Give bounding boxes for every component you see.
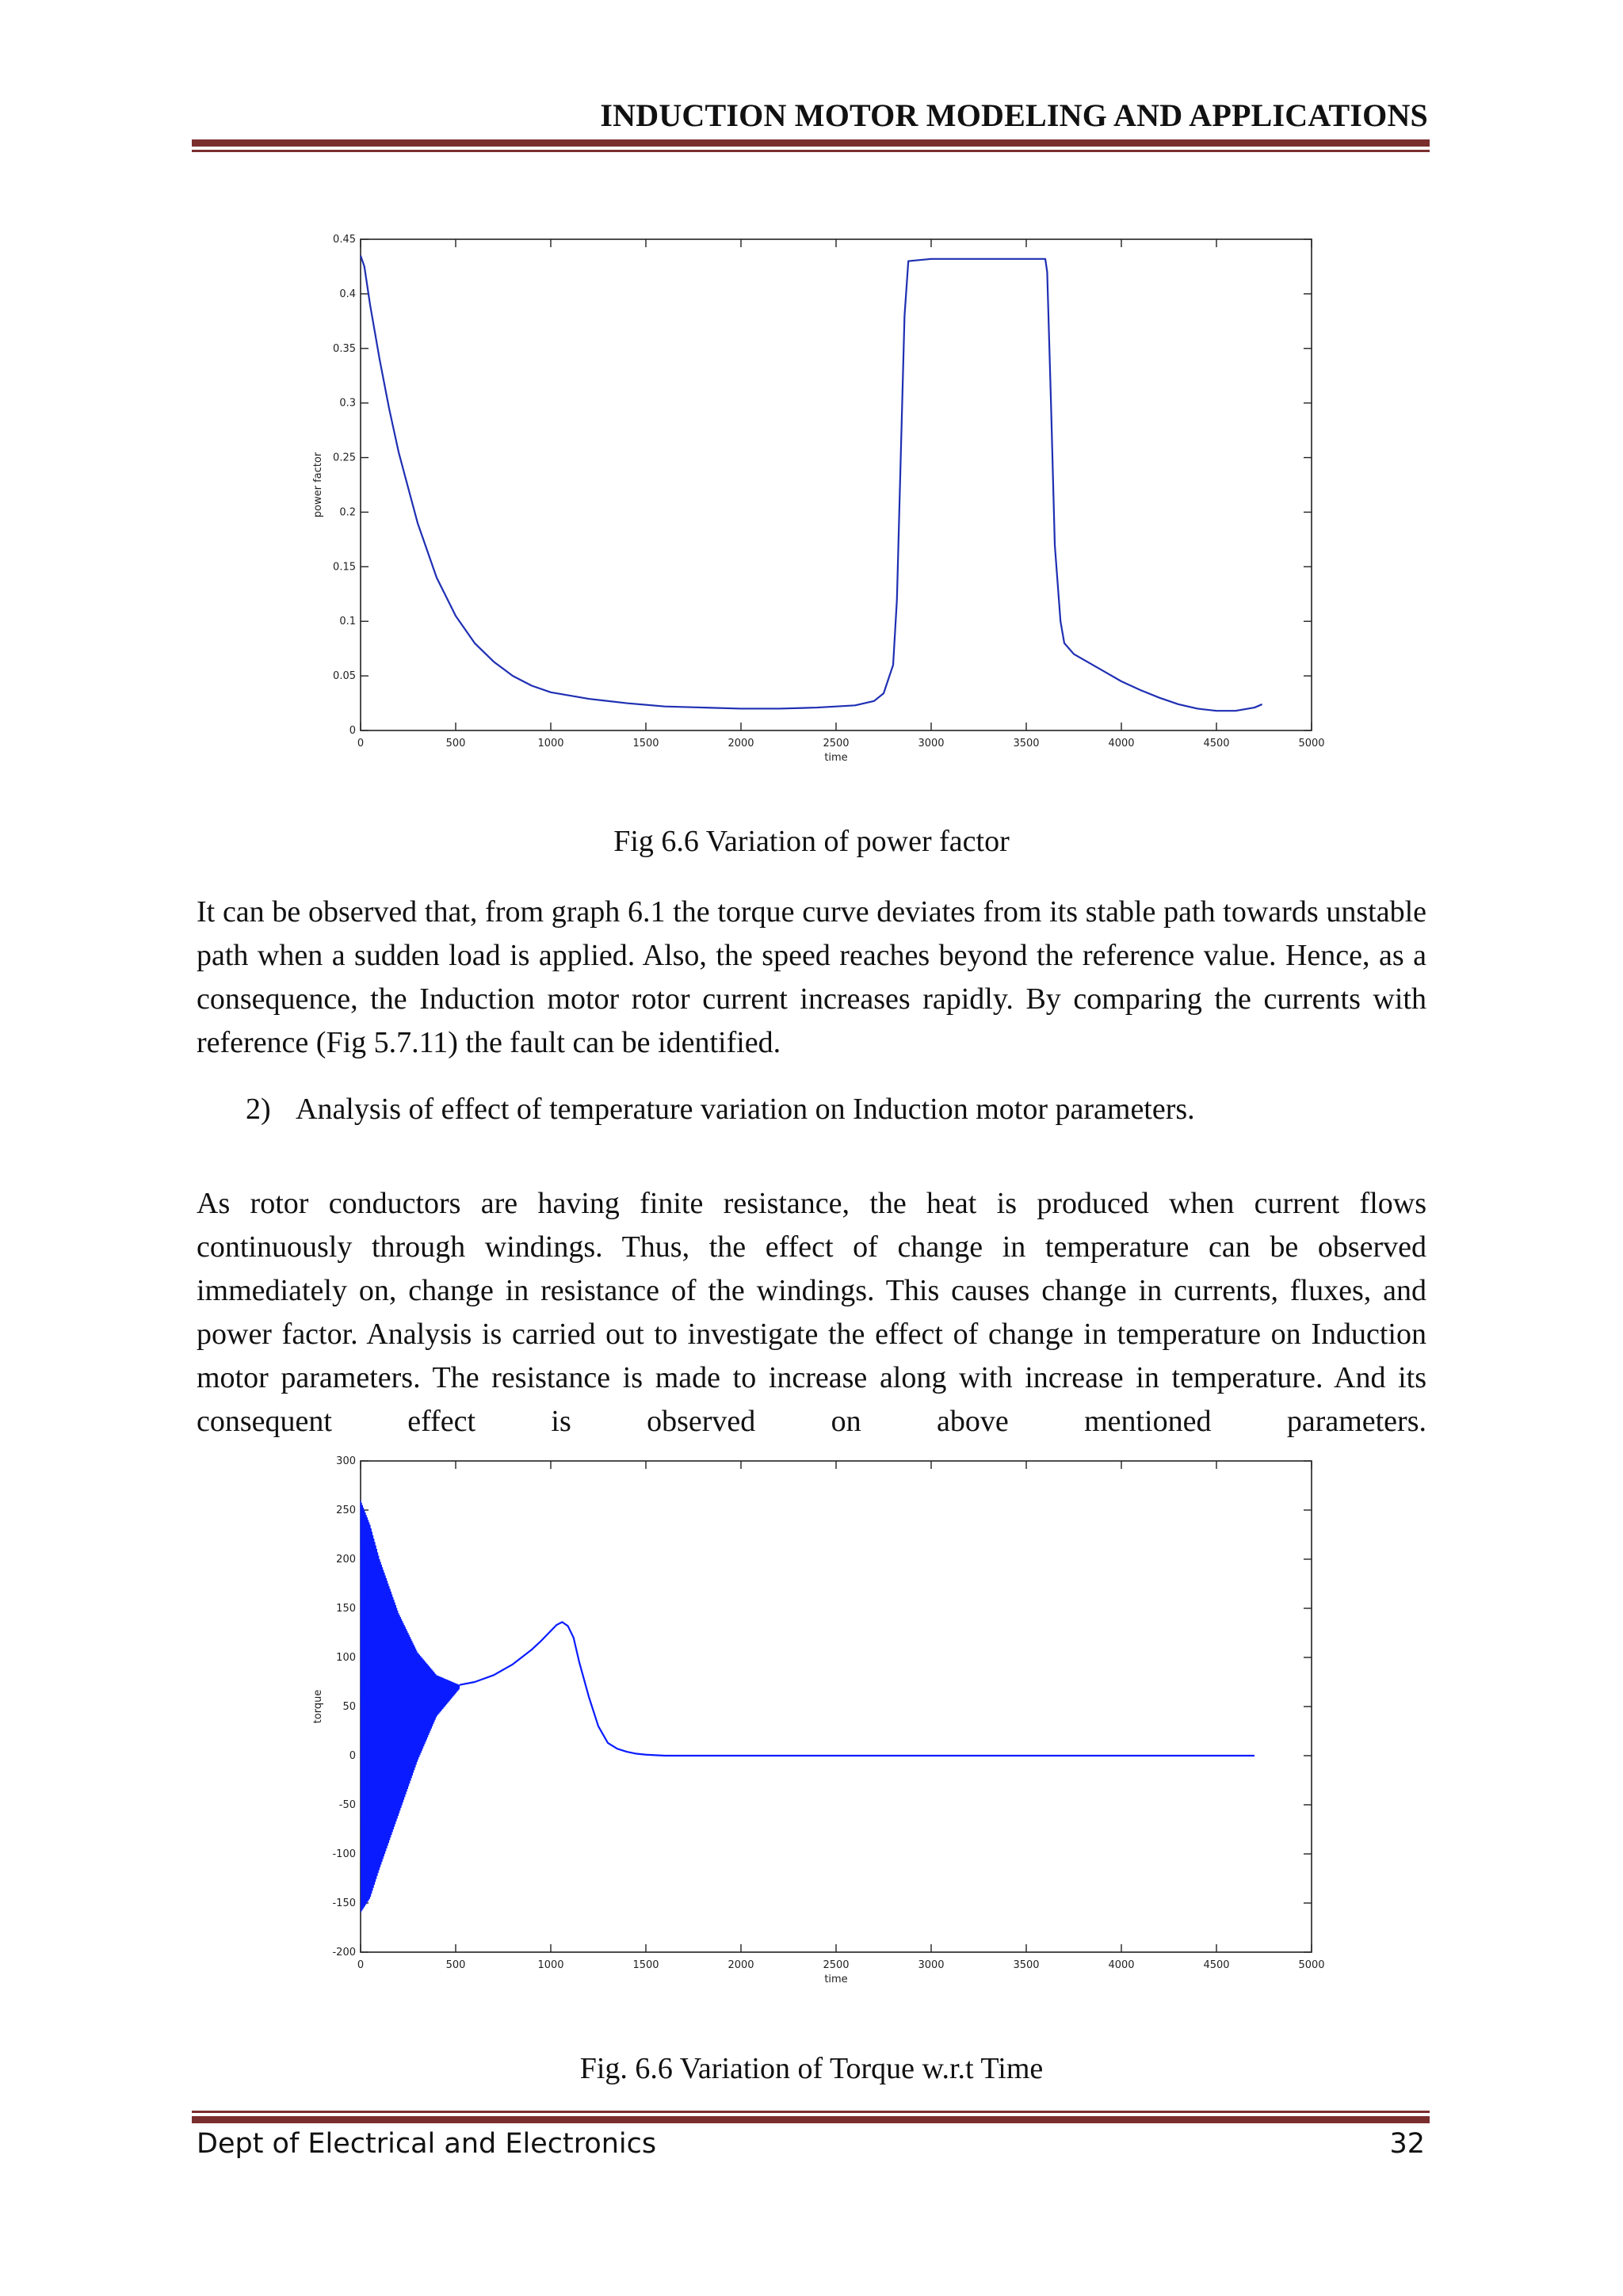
x-tick-label: 3500 bbox=[1013, 1959, 1040, 1971]
x-tick-label: 0 bbox=[357, 738, 365, 749]
series-line bbox=[460, 1622, 1254, 1756]
y-tick-label: 0 bbox=[349, 725, 356, 737]
x-tick-label: 1000 bbox=[537, 738, 564, 749]
page-number: 32 bbox=[1389, 2128, 1425, 2160]
y-tick-label: 0 bbox=[349, 1750, 356, 1762]
y-tick-label: -100 bbox=[332, 1848, 356, 1860]
y-axis-label: power factor bbox=[312, 452, 324, 518]
y-tick-label: -200 bbox=[332, 1947, 356, 1958]
y-tick-label: 0.2 bbox=[339, 506, 356, 519]
x-tick-label: 5000 bbox=[1298, 738, 1325, 749]
list-text: Analysis of effect of temperature variation on Induction motor parameters. bbox=[296, 1093, 1195, 1126]
y-tick-label: 50 bbox=[342, 1701, 356, 1713]
y-tick-label: 0.25 bbox=[333, 452, 356, 464]
numbered-list-item bbox=[246, 1092, 1195, 1127]
y-tick-label: 0.3 bbox=[339, 397, 356, 410]
footer-department: Dept of Electrical and Electronics bbox=[197, 2128, 657, 2160]
x-tick-label: 3500 bbox=[1013, 738, 1040, 749]
body-paragraph: As rotor conductors are having finite resistance, the heat is produced when current flows continuously through windings. Thus, the effect of change in temperature can be observed immediately on, change in resistance of the windings. This causes change in currents, fluxes, and power factor. Analysis is carried out to investigate the effect of change in temperature on Induction motor parameters. The resistance is made to increase along with increase in temperature. And its consequent effect is observed on above mentioned parameters. bbox=[197, 1187, 1426, 1438]
y-tick-label: 0.05 bbox=[333, 670, 356, 683]
figure-caption: Fig 6.6 Variation of power factor bbox=[613, 825, 1010, 858]
footer-rule bbox=[192, 2111, 1430, 2123]
x-tick-label: 1500 bbox=[632, 738, 659, 749]
x-tick-label: 500 bbox=[445, 738, 466, 749]
x-tick-label: 500 bbox=[445, 1959, 466, 1971]
x-tick-label: 0 bbox=[357, 1959, 365, 1971]
power-factor-figure bbox=[301, 230, 1331, 776]
x-tick-label: 4500 bbox=[1203, 1959, 1230, 1971]
x-tick-label: 5000 bbox=[1298, 1959, 1325, 1971]
list-number: 2) bbox=[246, 1093, 271, 1126]
x-tick-label: 4000 bbox=[1108, 1959, 1135, 1971]
x-tick-label: 2000 bbox=[727, 738, 754, 749]
y-tick-label: 200 bbox=[336, 1554, 356, 1566]
y-tick-label: 0.15 bbox=[333, 561, 356, 574]
series-line bbox=[361, 256, 1262, 711]
y-tick-label: 300 bbox=[336, 1455, 356, 1467]
y-tick-label: 0.1 bbox=[339, 616, 356, 628]
body-paragraph: It can be observed that, from graph 6.1 the torque curve deviates from its stable path towards unstable path when a sudden load is applied. Also, the speed reaches beyond the reference value. Hence, as a consequence, the Induction motor rotor current increases rapidly. By comparing the currents with reference (Fig 5.7.11) the fault can be identified. bbox=[197, 895, 1426, 1059]
y-axis-label: torque bbox=[312, 1689, 324, 1724]
y-tick-label: 0.4 bbox=[339, 288, 356, 300]
plot-frame bbox=[361, 239, 1312, 730]
header-rule bbox=[192, 139, 1430, 152]
x-tick-label: 1000 bbox=[537, 1959, 564, 1971]
x-tick-label: 3000 bbox=[918, 738, 945, 749]
x-tick-label: 2000 bbox=[727, 1959, 754, 1971]
oscillation-trace bbox=[361, 1501, 460, 1913]
x-tick-label: 1500 bbox=[632, 1959, 659, 1971]
y-tick-label: -150 bbox=[332, 1897, 356, 1909]
torque-figure bbox=[301, 1451, 1331, 1998]
power-factor-chart bbox=[301, 230, 1331, 776]
y-tick-label: 0.45 bbox=[333, 234, 356, 246]
y-tick-label: 100 bbox=[336, 1652, 356, 1664]
y-tick-label: 0.35 bbox=[333, 342, 356, 355]
y-tick-label: -50 bbox=[338, 1799, 356, 1811]
torque-chart bbox=[301, 1451, 1331, 1998]
x-tick-label: 4000 bbox=[1108, 738, 1135, 749]
figure-caption: Fig. 6.6 Variation of Torque w.r.t Time bbox=[579, 2052, 1044, 2085]
x-axis-label: time bbox=[824, 752, 848, 764]
x-tick-label: 4500 bbox=[1203, 738, 1230, 749]
y-tick-label: 150 bbox=[336, 1603, 356, 1615]
plot-frame bbox=[361, 1461, 1312, 1952]
y-tick-label: 250 bbox=[336, 1505, 356, 1516]
x-axis-label: time bbox=[824, 1974, 848, 1985]
x-tick-label: 2500 bbox=[823, 1959, 850, 1971]
running-header: INDUCTION MOTOR MODELING AND APPLICATIONS bbox=[600, 97, 1428, 133]
x-tick-label: 3000 bbox=[918, 1959, 945, 1971]
x-tick-label: 2500 bbox=[823, 738, 850, 749]
